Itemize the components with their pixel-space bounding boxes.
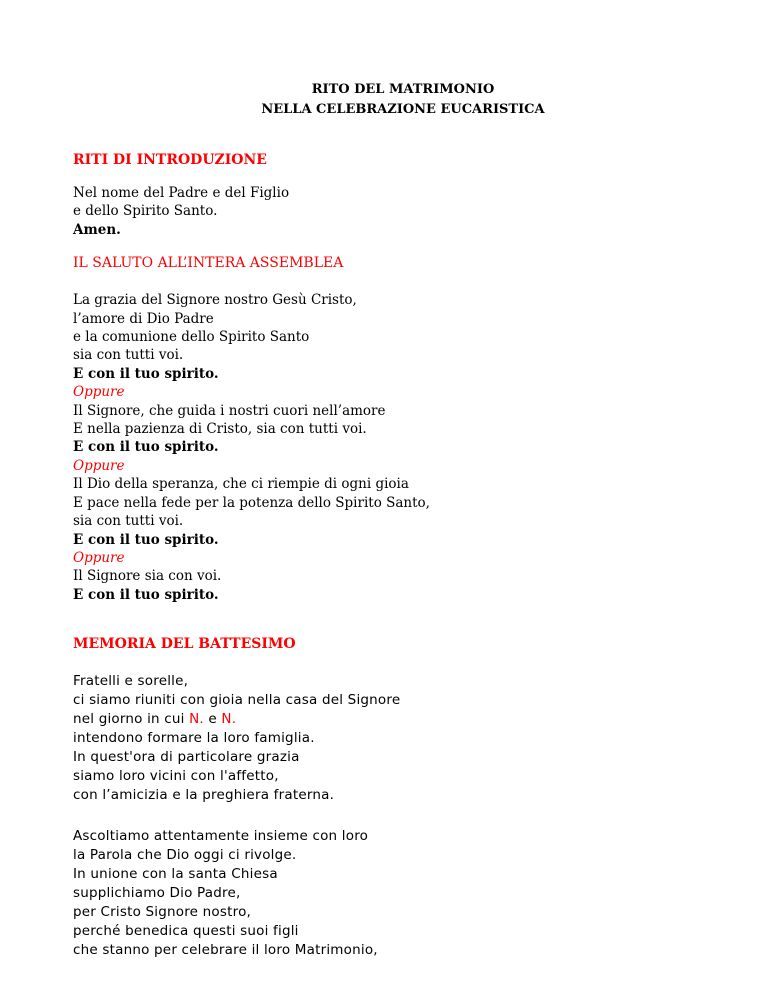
text-line: Fratelli e sorelle, — [73, 673, 189, 690]
section-heading-memoria: MEMORIA DEL BATTESIMO — [73, 636, 296, 653]
text-line: perché benedica questi suoi figli — [73, 923, 299, 940]
section-heading-riti: RITI DI INTRODUZIONE — [73, 152, 267, 168]
spouse-name-placeholder: N. — [189, 711, 204, 728]
text-line: per Cristo Signore nostro, — [73, 904, 252, 921]
text-line: E nella pazienza di Cristo, sia con tutti voi. — [73, 421, 367, 438]
text-line: sia con tutti voi. — [73, 513, 184, 530]
document-title-line-1: RITO DEL MATRIMONIO — [311, 82, 495, 97]
response-amen: Amen. — [73, 221, 121, 238]
document-title-line-2: NELLA CELEBRAZIONE EUCARISTICA — [261, 102, 545, 117]
text-line: La grazia del Signore nostro Gesù Cristo, — [73, 292, 357, 309]
oppure-label: Oppure — [73, 457, 125, 474]
response-spirito: E con il tuo spirito. — [73, 365, 219, 382]
text-line: l’amore di Dio Padre — [73, 310, 214, 327]
text-line: intendono formare la loro famiglia. — [73, 730, 315, 747]
text-line: e dello Spirito Santo. — [73, 203, 218, 220]
text-line: sia con tutti voi. — [73, 347, 184, 364]
text-line: Ascoltiamo attentamente insieme con loro — [73, 828, 369, 845]
response-spirito: E con il tuo spirito. — [73, 439, 219, 456]
response-spirito: E con il tuo spirito. — [73, 531, 219, 548]
text-line: e la comunione dello Spirito Santo — [73, 329, 310, 346]
oppure-label: Oppure — [73, 384, 125, 401]
text-line-names — [73, 710, 713, 729]
text-line: ci siamo riuniti con gioia nella casa del Signore — [73, 692, 401, 709]
text-line: con l’amicizia e la preghiera fraterna. — [73, 787, 335, 804]
text-line: Il Signore, che guida i nostri cuori nell’amore — [73, 402, 386, 419]
text-line: Nel nome del Padre e del Figlio — [73, 185, 290, 201]
text-line: supplichiamo Dio Padre, — [73, 885, 241, 902]
section-heading-saluto: IL SALUTO ALL’INTERA ASSEMBLEA — [73, 255, 344, 272]
text-line: che stanno per celebrare il loro Matrimonio, — [73, 942, 378, 959]
text-line: Il Dio della speranza, che ci riempie di ogni gioia — [73, 476, 409, 493]
text-fragment: nel giorno in cui — [73, 711, 190, 728]
text-fragment: e — [203, 711, 222, 728]
text-line: E pace nella fede per la potenza dello Spirito Santo, — [73, 494, 430, 511]
text-line: In quest'ora di particolare grazia — [73, 749, 300, 766]
text-line: Il Signore sia con voi. — [73, 568, 222, 585]
spouse-name-placeholder: N. — [221, 711, 237, 728]
oppure-label: Oppure — [73, 549, 125, 566]
response-spirito: E con il tuo spirito. — [73, 586, 219, 603]
document-page — [73, 80, 713, 960]
text-line: In unione con la santa Chiesa — [73, 866, 278, 883]
text-line: siamo loro vicini con l'affetto, — [73, 768, 279, 785]
text-line: la Parola che Dio oggi ci rivolge. — [73, 847, 297, 864]
